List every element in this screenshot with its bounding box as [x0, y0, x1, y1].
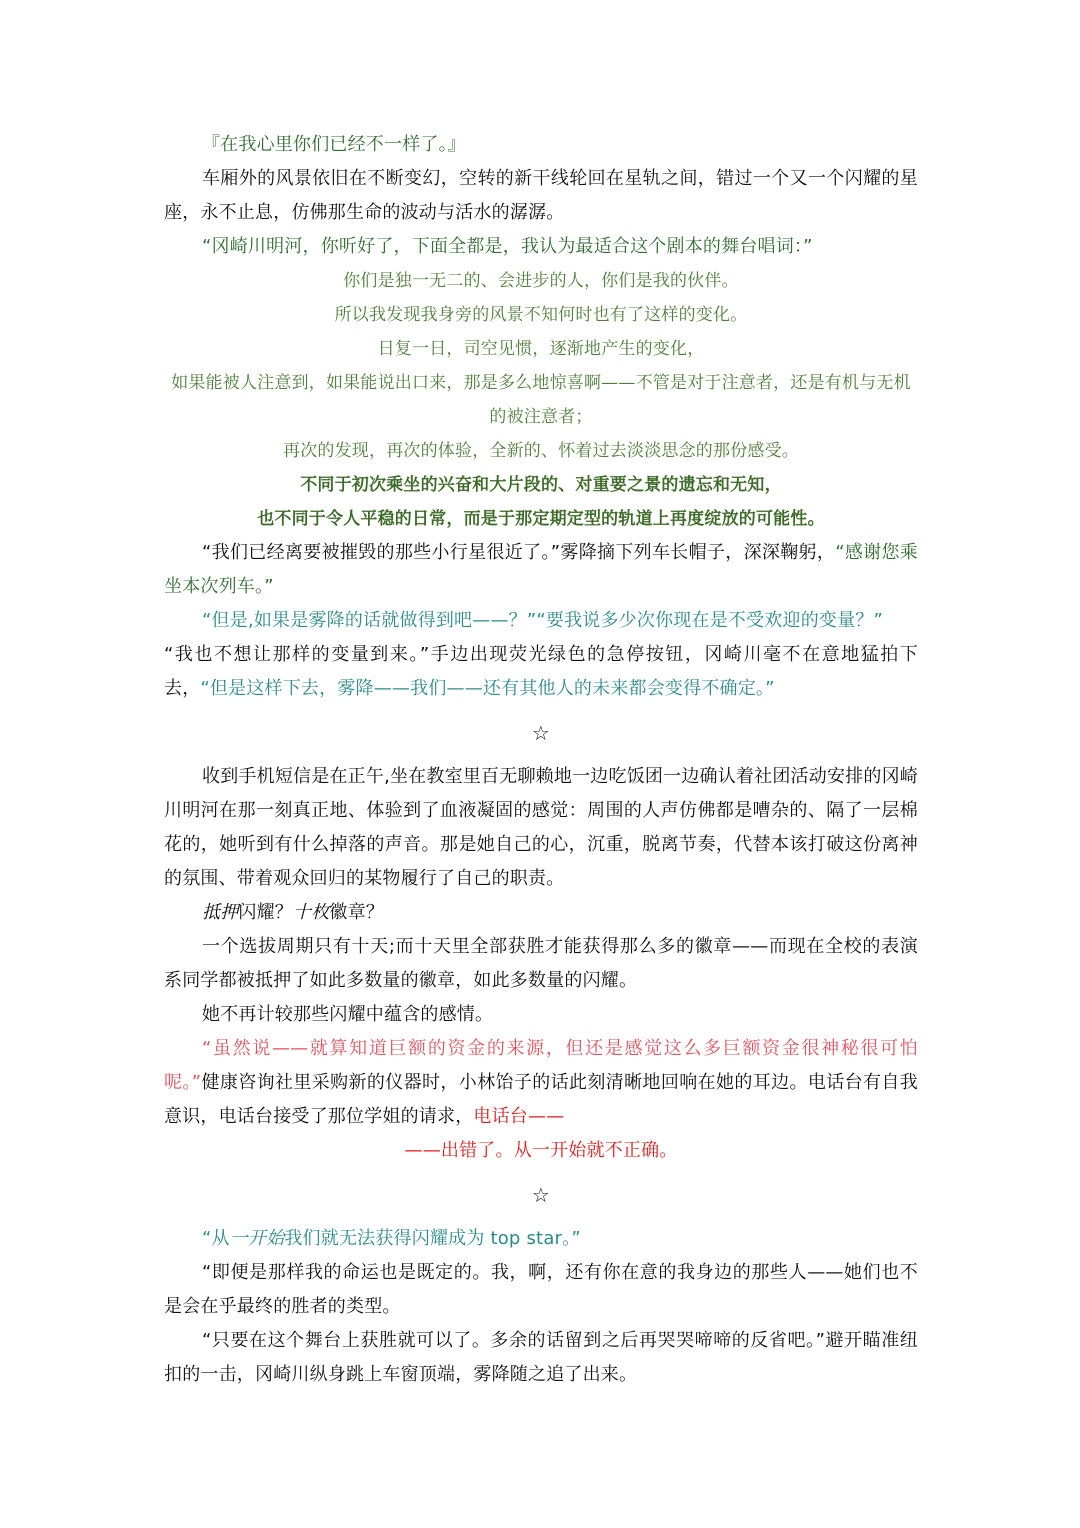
paragraph-lyrics-intro: “冈崎川明河，你听好了，下面全都是，我认为最适合这个剧本的舞台唱词：”	[202, 236, 813, 257]
text-shine: 闪耀？	[238, 902, 294, 923]
text-health-club: 健康咨询社里采购新的仪器时，小林饴子的话此刻清晰地回响在她的耳边。电话台有自我意识，电话台接受了那位学姐的请求，	[164, 1072, 918, 1127]
dialogue-thanks: “感谢您乘坐本次列车。”	[164, 542, 918, 597]
paragraph-variable-question: “但是,如果是雾降的话就做得到吧——？”“要我说多少次你现在是不受欢迎的变量？”	[202, 610, 884, 631]
poem-bold-line: 不同于初次乘坐的兴奋和大片段的、对重要之景的遗忘和无知，	[300, 475, 782, 495]
document-page	[164, 128, 918, 1392]
poem-block	[164, 264, 918, 536]
paragraph-scenery: 车厢外的风景依旧在不断变幻，空转的新干线轮回在星轨之间，错过一个又一个闪耀的星座，永不止息，仿佛那生命的波动与活水的潺潺。	[164, 168, 918, 223]
dialogue-text: “我也不想让那样的变量到来。”手边出现荧光绿色的急停按钮，冈崎川毫不在意地猛拍下去，	[164, 644, 918, 699]
poem-line: 所以我发现我身旁的风景不知何时也有了这样的变化。	[334, 305, 748, 325]
paragraph-destiny: “即便是那样我的命运也是既定的。我，啊，还有你在意的我身边的那些人——她们也不是会在乎最终的胜者的类型。	[164, 1262, 918, 1317]
paragraph-top-star	[164, 1222, 918, 1256]
text-badges: 徽章？	[329, 902, 385, 923]
text-phone-booth: 电话台——	[473, 1106, 565, 1127]
dialogue-funds: “虽然说——就算知道巨额的资金的来源，但还是感觉这么多巨额资金很神秘很可怕呢。”	[164, 1038, 918, 1093]
poem-line: 如果能被人注意到，如果能说出口来，那是多么地惊喜啊——不管是对于注意者，还是有机与无机的被注意者；	[171, 373, 911, 427]
dialogue-future: “但是这样下去，雾降——我们——还有其他人的未来都会变得不确定。”	[200, 678, 775, 699]
paragraph-funds	[164, 1032, 918, 1134]
opening-quote: 『在我心里你们已经不一样了。』	[202, 134, 466, 155]
emphasis-ten: 十枚	[293, 902, 330, 923]
paragraph-no-longer: 她不再计较那些闪耀中蕴含的感情。	[202, 1004, 494, 1025]
emphasis-collateral: 抵押	[202, 902, 239, 923]
section-divider-star: ☆	[531, 1183, 551, 1207]
dialogue-text: “我们已经离要被摧毁的那些小行星很近了。”雾降摘下列车长帽子，深深鞠躬，	[202, 542, 836, 563]
paragraph-asteroids	[164, 536, 918, 604]
paragraph-error: ——出错了。从一开始就不正确。	[404, 1140, 678, 1161]
dialogue-part: 我们就无法获得闪耀成为 top star。”	[284, 1228, 581, 1249]
paragraph-collateral	[164, 896, 918, 930]
paragraph-final: “只要在这个舞台上获胜就可以了。多余的话留到之后再哭哭啼啼的反省吧。”避开瞄准纽扣的一击，冈崎川纵身跳上车窗顶端，雾降随之追了出来。	[164, 1330, 918, 1385]
poem-line: 再次的发现，再次的体验，全新的、怀着过去淡淡思念的那份感受。	[283, 441, 799, 461]
paragraph-emergency-button	[164, 638, 918, 706]
poem-line: 日复一日，司空见惯，逐渐地产生的变化，	[377, 339, 705, 359]
poem-bold-line: 也不同于令人平稳的日常，而是于那定期定型的轨道上再度绽放的可能性。	[257, 509, 825, 529]
poem-line: 你们是独一无二的、会进步的人，你们是我的伙伴。	[343, 271, 739, 291]
section-divider-star: ☆	[531, 721, 551, 745]
emphasis-from-start: 一开始	[229, 1228, 285, 1249]
paragraph-text-message: 收到手机短信是在正午,坐在教室里百无聊赖地一边吃饭团一边确认着社团活动安排的冈崎川明河在那一刻真正地、体验到了血液凝固的感觉：周围的人声仿佛都是嘈杂的、隔了一层棉花的，她听到有什么掉落的声音。那是她自己的心，沉重，脱离节奏，代替本该打破这份离神的氛围、带着观众回归的某物履行了自己的职责。	[164, 766, 918, 889]
paragraph-selection-period: 一个选拔周期只有十天;而十天里全部获胜才能获得那么多的徽章——而现在全校的表演系同学都被抵押了如此多数量的徽章，如此多数量的闪耀。	[164, 936, 918, 991]
dialogue-part: “从	[202, 1228, 230, 1249]
